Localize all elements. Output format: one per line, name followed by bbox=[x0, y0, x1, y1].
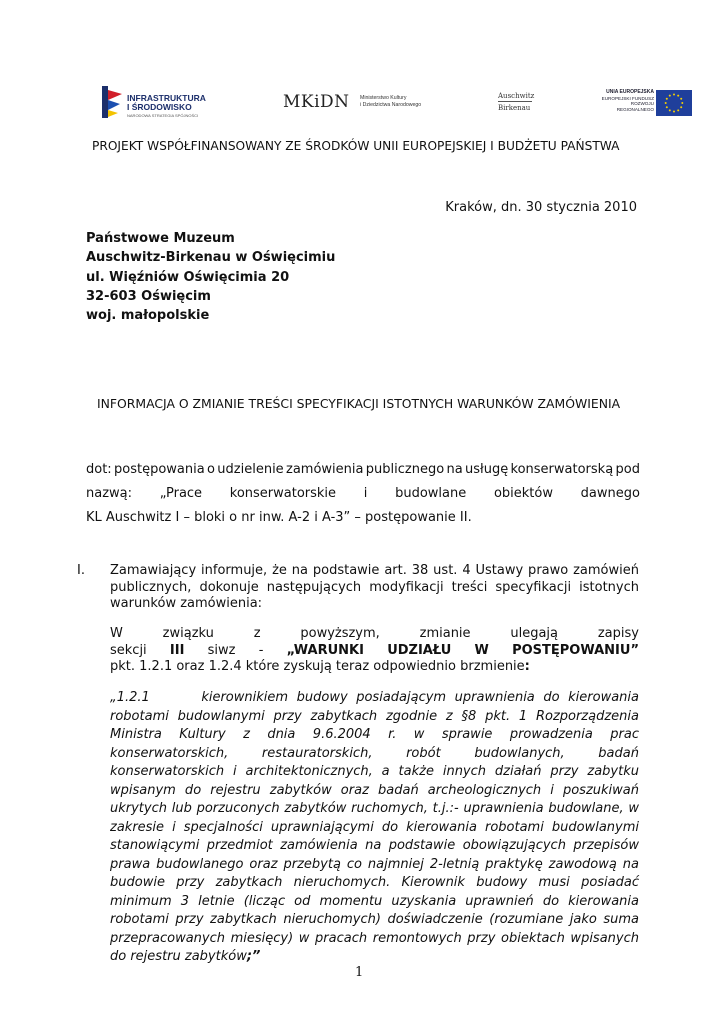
word: - bbox=[258, 642, 264, 658]
logo-mkidn bbox=[283, 92, 439, 116]
word: postępowania bbox=[114, 462, 205, 477]
word: sekcji bbox=[110, 642, 147, 658]
logo-muzeum-divider bbox=[498, 101, 532, 102]
word: pod bbox=[615, 462, 640, 477]
logo-muzeum-line2: Birkenau bbox=[498, 104, 531, 112]
word: W bbox=[110, 626, 123, 641]
logo-iis-line1: INFRASTRUKTURA bbox=[127, 93, 206, 103]
document-date: Kraków, dn. 30 stycznia 2010 bbox=[445, 200, 637, 215]
word-bold: UDZIAŁU bbox=[387, 642, 452, 658]
word: o bbox=[207, 462, 215, 477]
page-number: 1 bbox=[355, 965, 364, 980]
subject-line-1 bbox=[86, 458, 640, 482]
word: konserwatorskie bbox=[229, 486, 337, 501]
logo-muzeum-line1: Auschwitz bbox=[498, 92, 535, 100]
quoted-provision-text: „1.2.1 kierownikiem budowy posiadającym uprawnienia do kierowania robotami budowlanymi przy zabytkach zgodnie z §8 pkt. 1 Rozporządzenia Ministra Kultury z dnia 9.6.2004 r. w sprawie prowadzenia prac konserwatorskich, restauratorskich, robót budowlanych, badań konserwatorskich i architektonicznych, a także innych działań przy zabytku wpisanym do rejestru zabytków oraz badań archeologicznych i poszukiwań ukrytych lub porzuconych zabytków ruchomych, t.j.:- uprawnienia budowlane, w zakresie i specjalności uprawniającymi do kierowania robotami budowlanymi stanowiącymi przedmiot zamówienia na podstawie obowiązujących przepisów prawa budowlanego oraz przebytą co najmniej 2-letnią praktykę zawodową na budowie przy zabytkach nieruchomych. Kierownik budowy musi posiadać minimum 3 letnie (licząc od momentu uzyskania uprawnień do kierowania robotami przy zabytkach nieruchomych) doświadczenie (rozumiane jako suma przepracowanych miesięcy) w pracach remontowych przy obiektach wpisanych do rejestru zabytków bbox=[110, 690, 644, 964]
amendment-line-3-text: pkt. 1.2.1 oraz 1.2.4 które zyskują teraz odpowiednio brzmienie bbox=[110, 659, 525, 674]
subject-paragraph bbox=[86, 458, 640, 530]
logo-mkidn-line1: Ministerstwo Kultury bbox=[360, 95, 407, 101]
word-bold: W bbox=[474, 642, 489, 658]
word: konserwatorską bbox=[510, 462, 614, 477]
subject-line-3: KL Auschwitz I – bloki o nr inw. A-2 i A-3” – postępowanie II. bbox=[86, 510, 472, 525]
word: zamówienia bbox=[286, 462, 364, 477]
word: zapisy bbox=[597, 626, 639, 641]
address-line: 32-603 Oświęcim bbox=[86, 288, 211, 304]
address-line: ul. Więźniów Oświęcimia 20 bbox=[86, 269, 290, 285]
logo-unia-europejska bbox=[598, 88, 694, 118]
logo-mkidn-line2: i Dziedzictwa Narodowego bbox=[360, 101, 422, 108]
word: usługę bbox=[465, 462, 509, 477]
logo-ue-line2: EUROPEJSKI FUNDUSZ bbox=[601, 95, 654, 101]
word: siwz bbox=[207, 642, 236, 658]
word: „Prace bbox=[159, 486, 203, 501]
cofinancing-header: PROJEKT WSPÓŁFINANSOWANY ZE ŚRODKÓW UNII EUROPEJSKIEJ I BUDŻETU PAŃSTWA bbox=[92, 139, 620, 153]
word: udzielenie bbox=[217, 462, 284, 477]
logo-ue-line3: ROZWOJU REGIONALNEGO bbox=[616, 101, 654, 112]
address-line: woj. małopolskie bbox=[86, 308, 210, 324]
eu-flag-icon bbox=[656, 90, 692, 116]
quoted-provision bbox=[110, 689, 644, 967]
recipient-address bbox=[86, 229, 335, 325]
word: z bbox=[253, 626, 261, 641]
section-intro: Zamawiający informuje, że na podstawie art. 38 ust. 4 Ustawy prawo zamówień publicznych, dokonuje następujących modyfikacji treści specyfikacji istotnych warunków zamówienia: bbox=[110, 563, 639, 611]
logo-infrastruktura-i-srodowisko bbox=[100, 84, 212, 124]
word: dot: bbox=[86, 462, 112, 477]
address-line: Auschwitz-Birkenau w Oświęcimiu bbox=[86, 250, 336, 266]
logo-ue-line1: UNIA EUROPEJSKA bbox=[606, 89, 654, 95]
word: nazwą: bbox=[86, 486, 133, 501]
word-bold: III bbox=[169, 642, 185, 658]
amendment-colon: : bbox=[524, 659, 530, 674]
word: publicznego bbox=[365, 462, 445, 477]
logo-iis-line2: I ŚRODOWISKO bbox=[127, 102, 192, 112]
word-bold: POSTĘPOWANIU” bbox=[512, 642, 639, 658]
word: związku bbox=[162, 626, 214, 641]
document-title: INFORMACJA O ZMIANIE TREŚCI SPECYFIKACJI ISTOTNYCH WARUNKÓW ZAMÓWIENIA bbox=[97, 396, 621, 411]
logo-muzeum-auschwitz-birkenau bbox=[498, 90, 534, 118]
word: na bbox=[446, 462, 463, 477]
word: ulegają bbox=[510, 626, 559, 641]
nss-flag-icon bbox=[100, 86, 122, 118]
word: zmianie bbox=[419, 626, 471, 641]
logo-iis-tagline: NARODOWA STRATEGIA SPÓJNOŚCI bbox=[127, 113, 199, 118]
word: i bbox=[363, 486, 368, 501]
word-bold: „WARUNKI bbox=[286, 642, 364, 658]
word: budowlane bbox=[395, 486, 467, 501]
address-line: Państwowe Muzeum bbox=[86, 231, 235, 246]
quoted-provision-end: ;” bbox=[246, 949, 261, 964]
amendment-line-3 bbox=[110, 659, 639, 676]
word: obiektów bbox=[493, 486, 553, 501]
logo-mkidn-abbr: MKiDN bbox=[283, 92, 350, 112]
section-number: I. bbox=[77, 563, 85, 578]
subject-line-2 bbox=[86, 482, 640, 506]
amendment-line-2 bbox=[110, 643, 639, 660]
amendment-line-1 bbox=[110, 626, 639, 643]
word: powyższym, bbox=[300, 626, 380, 641]
amendment-paragraph bbox=[110, 626, 639, 676]
word: dawnego bbox=[580, 486, 640, 501]
